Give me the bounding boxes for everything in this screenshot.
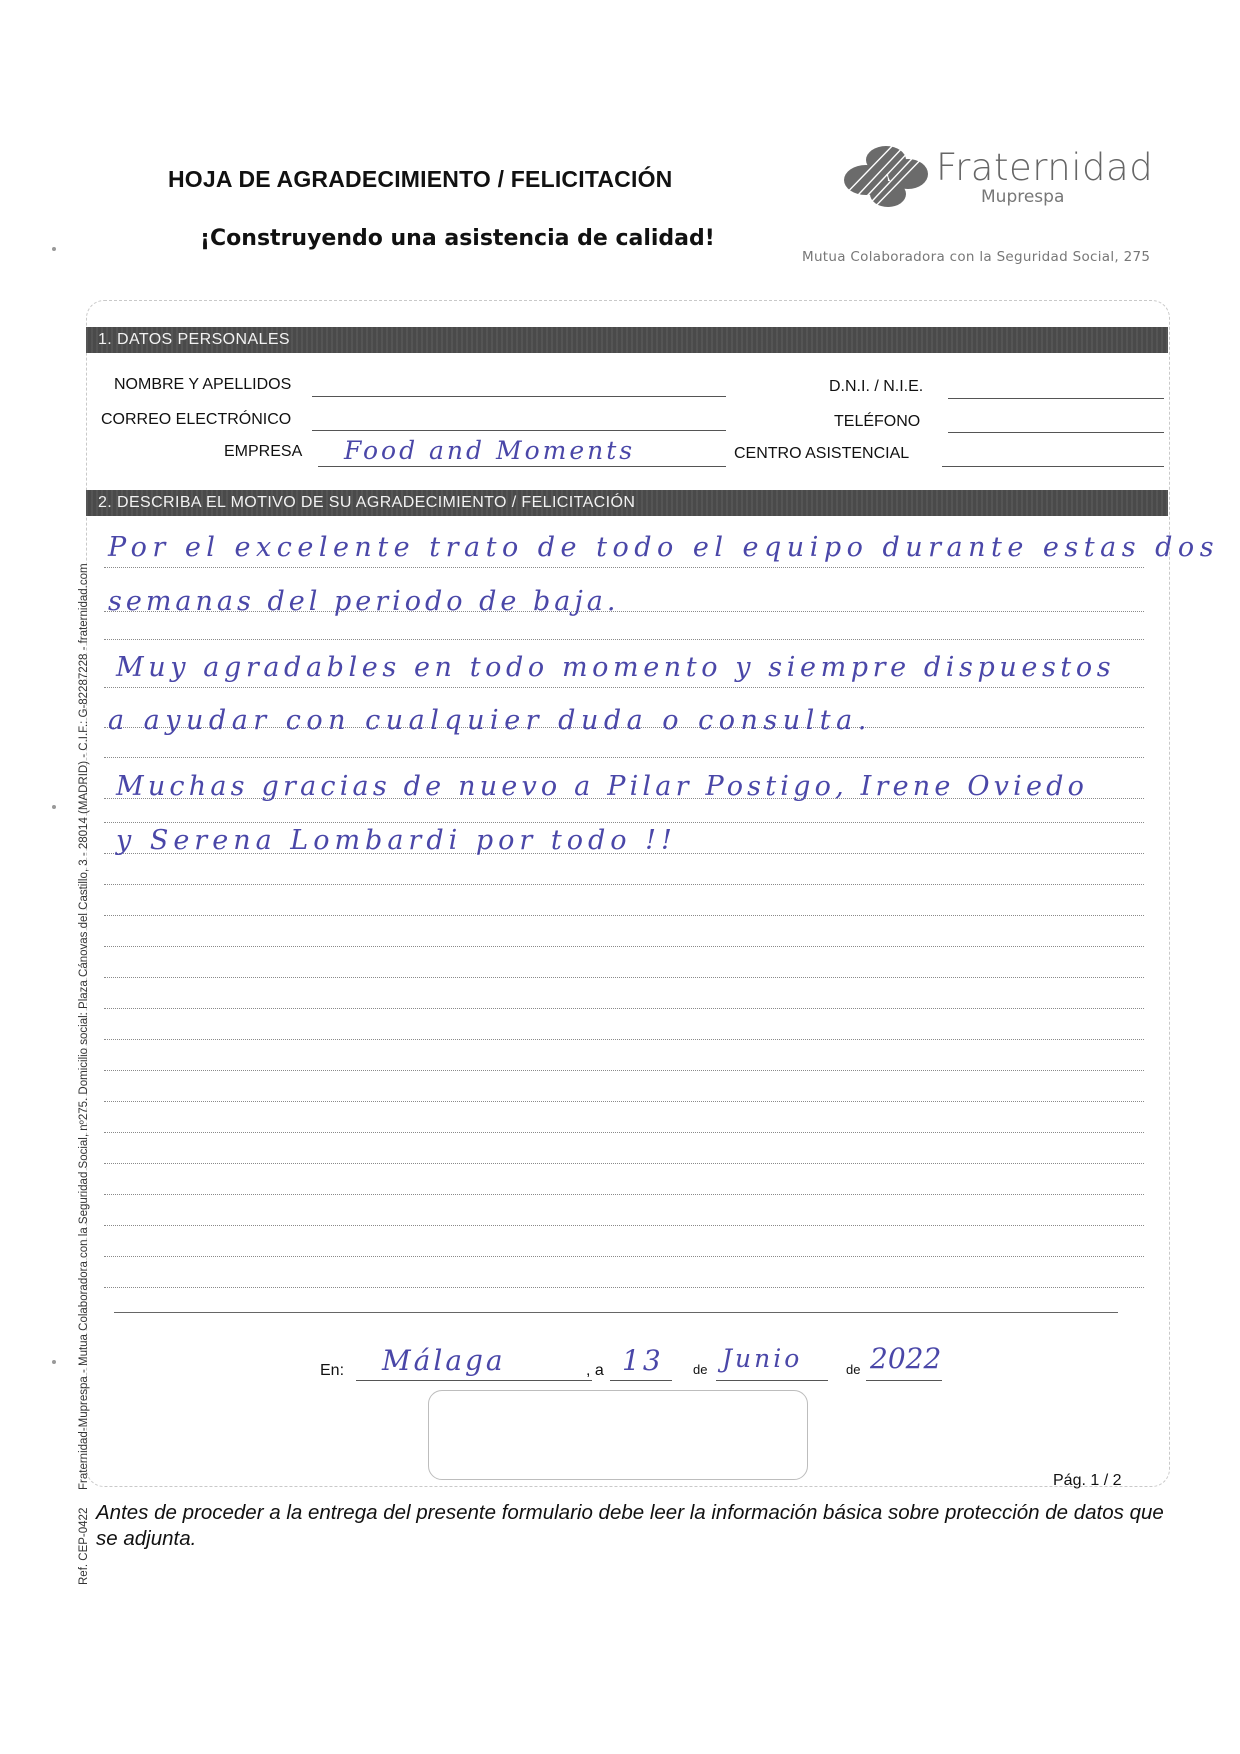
message-line-2: semanas del periodo de baja.: [108, 586, 620, 617]
writing-line: [104, 1194, 1144, 1195]
form-frame: [86, 300, 1170, 1487]
brand-name: Fraternidad: [936, 146, 1154, 189]
writing-line: [104, 639, 1144, 640]
brand-subname: Muprespa: [981, 187, 1065, 207]
year-value: 2022: [870, 1342, 942, 1375]
year-field[interactable]: [866, 1380, 942, 1381]
a-label: , a: [586, 1362, 604, 1379]
fraternidad-logo-icon: [836, 140, 934, 214]
mutua-line: Mutua Colaboradora con la Seguridad Social, 275: [802, 249, 1151, 265]
document-title: HOJA DE AGRADECIMIENTO / FELICITACIÓN: [168, 166, 673, 192]
message-line-4: a ayudar con cualquier duda o consulta.: [108, 705, 872, 736]
section-personal-data-header: 1. DATOS PERSONALES: [86, 327, 1168, 353]
month-field[interactable]: [716, 1380, 828, 1381]
writing-line: [104, 977, 1144, 978]
signature-box[interactable]: [428, 1390, 808, 1480]
writing-line: [104, 1163, 1144, 1164]
message-line-3: Muy agradables en todo momento y siempre dispuestos: [116, 652, 1116, 683]
day-field[interactable]: [610, 1380, 672, 1381]
telefono-field[interactable]: [948, 432, 1164, 433]
dni-field[interactable]: [948, 398, 1164, 399]
correo-label: CORREO ELECTRÓNICO: [101, 411, 292, 428]
telefono-label: TELÉFONO: [834, 413, 921, 430]
writing-line: [104, 1132, 1144, 1133]
form-reference: Ref. CEP-0422: [78, 1507, 90, 1585]
scan-mark: [52, 1360, 56, 1364]
section-motive-header: 2. DESCRIBA EL MOTIVO DE SU AGRADECIMIENTO / FELICITACIÓN: [86, 490, 1168, 516]
writing-line: [104, 567, 1144, 568]
month-value: Junio: [722, 1344, 803, 1373]
writing-line: [104, 1101, 1144, 1102]
de-label-1: de: [693, 1362, 708, 1377]
writing-line: [104, 1070, 1144, 1071]
writing-line: [104, 687, 1144, 688]
scan-mark: [52, 247, 56, 251]
empresa-label: EMPRESA: [224, 443, 303, 460]
correo-field[interactable]: [312, 430, 726, 431]
writing-end-line: [114, 1312, 1118, 1313]
writing-line: [104, 1008, 1144, 1009]
day-value: 13: [622, 1344, 664, 1377]
writing-line: [104, 822, 1144, 823]
message-line-5: Muchas gracias de nuevo a Pilar Postigo, Irene Oviedo: [116, 771, 1089, 802]
writing-line: [104, 757, 1144, 758]
writing-line: [104, 1039, 1144, 1040]
empresa-value: Food and Moments: [344, 436, 636, 465]
centro-field[interactable]: [942, 466, 1164, 467]
nombre-label: NOMBRE Y APELLIDOS: [114, 376, 292, 393]
place-value: Málaga: [382, 1344, 506, 1377]
data-protection-notice: Antes de proceder a la entrega del presente formulario debe leer la información básica sobre protección de datos que se adjunta.: [96, 1501, 1164, 1550]
message-line-1: Por el excelente trato de todo el equipo durante estas dos: [108, 532, 1220, 563]
centro-label: CENTRO ASISTENCIAL: [734, 445, 910, 462]
de-label-2: de: [846, 1362, 861, 1377]
dni-label: D.N.I. / N.I.E.: [829, 378, 924, 395]
page-number: Pág. 1 / 2: [1053, 1472, 1122, 1489]
en-label: En:: [320, 1362, 345, 1379]
writing-line: [104, 1287, 1144, 1288]
legal-sidebar-text: Fraternidad-Muprespa - Mutua Colaboradora con la Seguridad Social, nº275. Domicilio social: Plaza Cánovas del Castillo, 3 - 28014 (MADRID) - C.I.F.: G-82287228 - fraternidad.com: [78, 563, 90, 1490]
nombre-field[interactable]: [312, 396, 726, 397]
scan-mark: [52, 805, 56, 809]
message-line-6: y Serena Lombardi por todo !!: [116, 825, 677, 856]
writing-line: [104, 1225, 1144, 1226]
writing-line: [104, 884, 1144, 885]
writing-line: [104, 946, 1144, 947]
empresa-field[interactable]: [318, 466, 726, 467]
writing-line: [104, 1256, 1144, 1257]
writing-line: [104, 915, 1144, 916]
place-field[interactable]: [356, 1380, 592, 1381]
document-subtitle: ¡Construyendo una asistencia de calidad!: [200, 226, 715, 251]
